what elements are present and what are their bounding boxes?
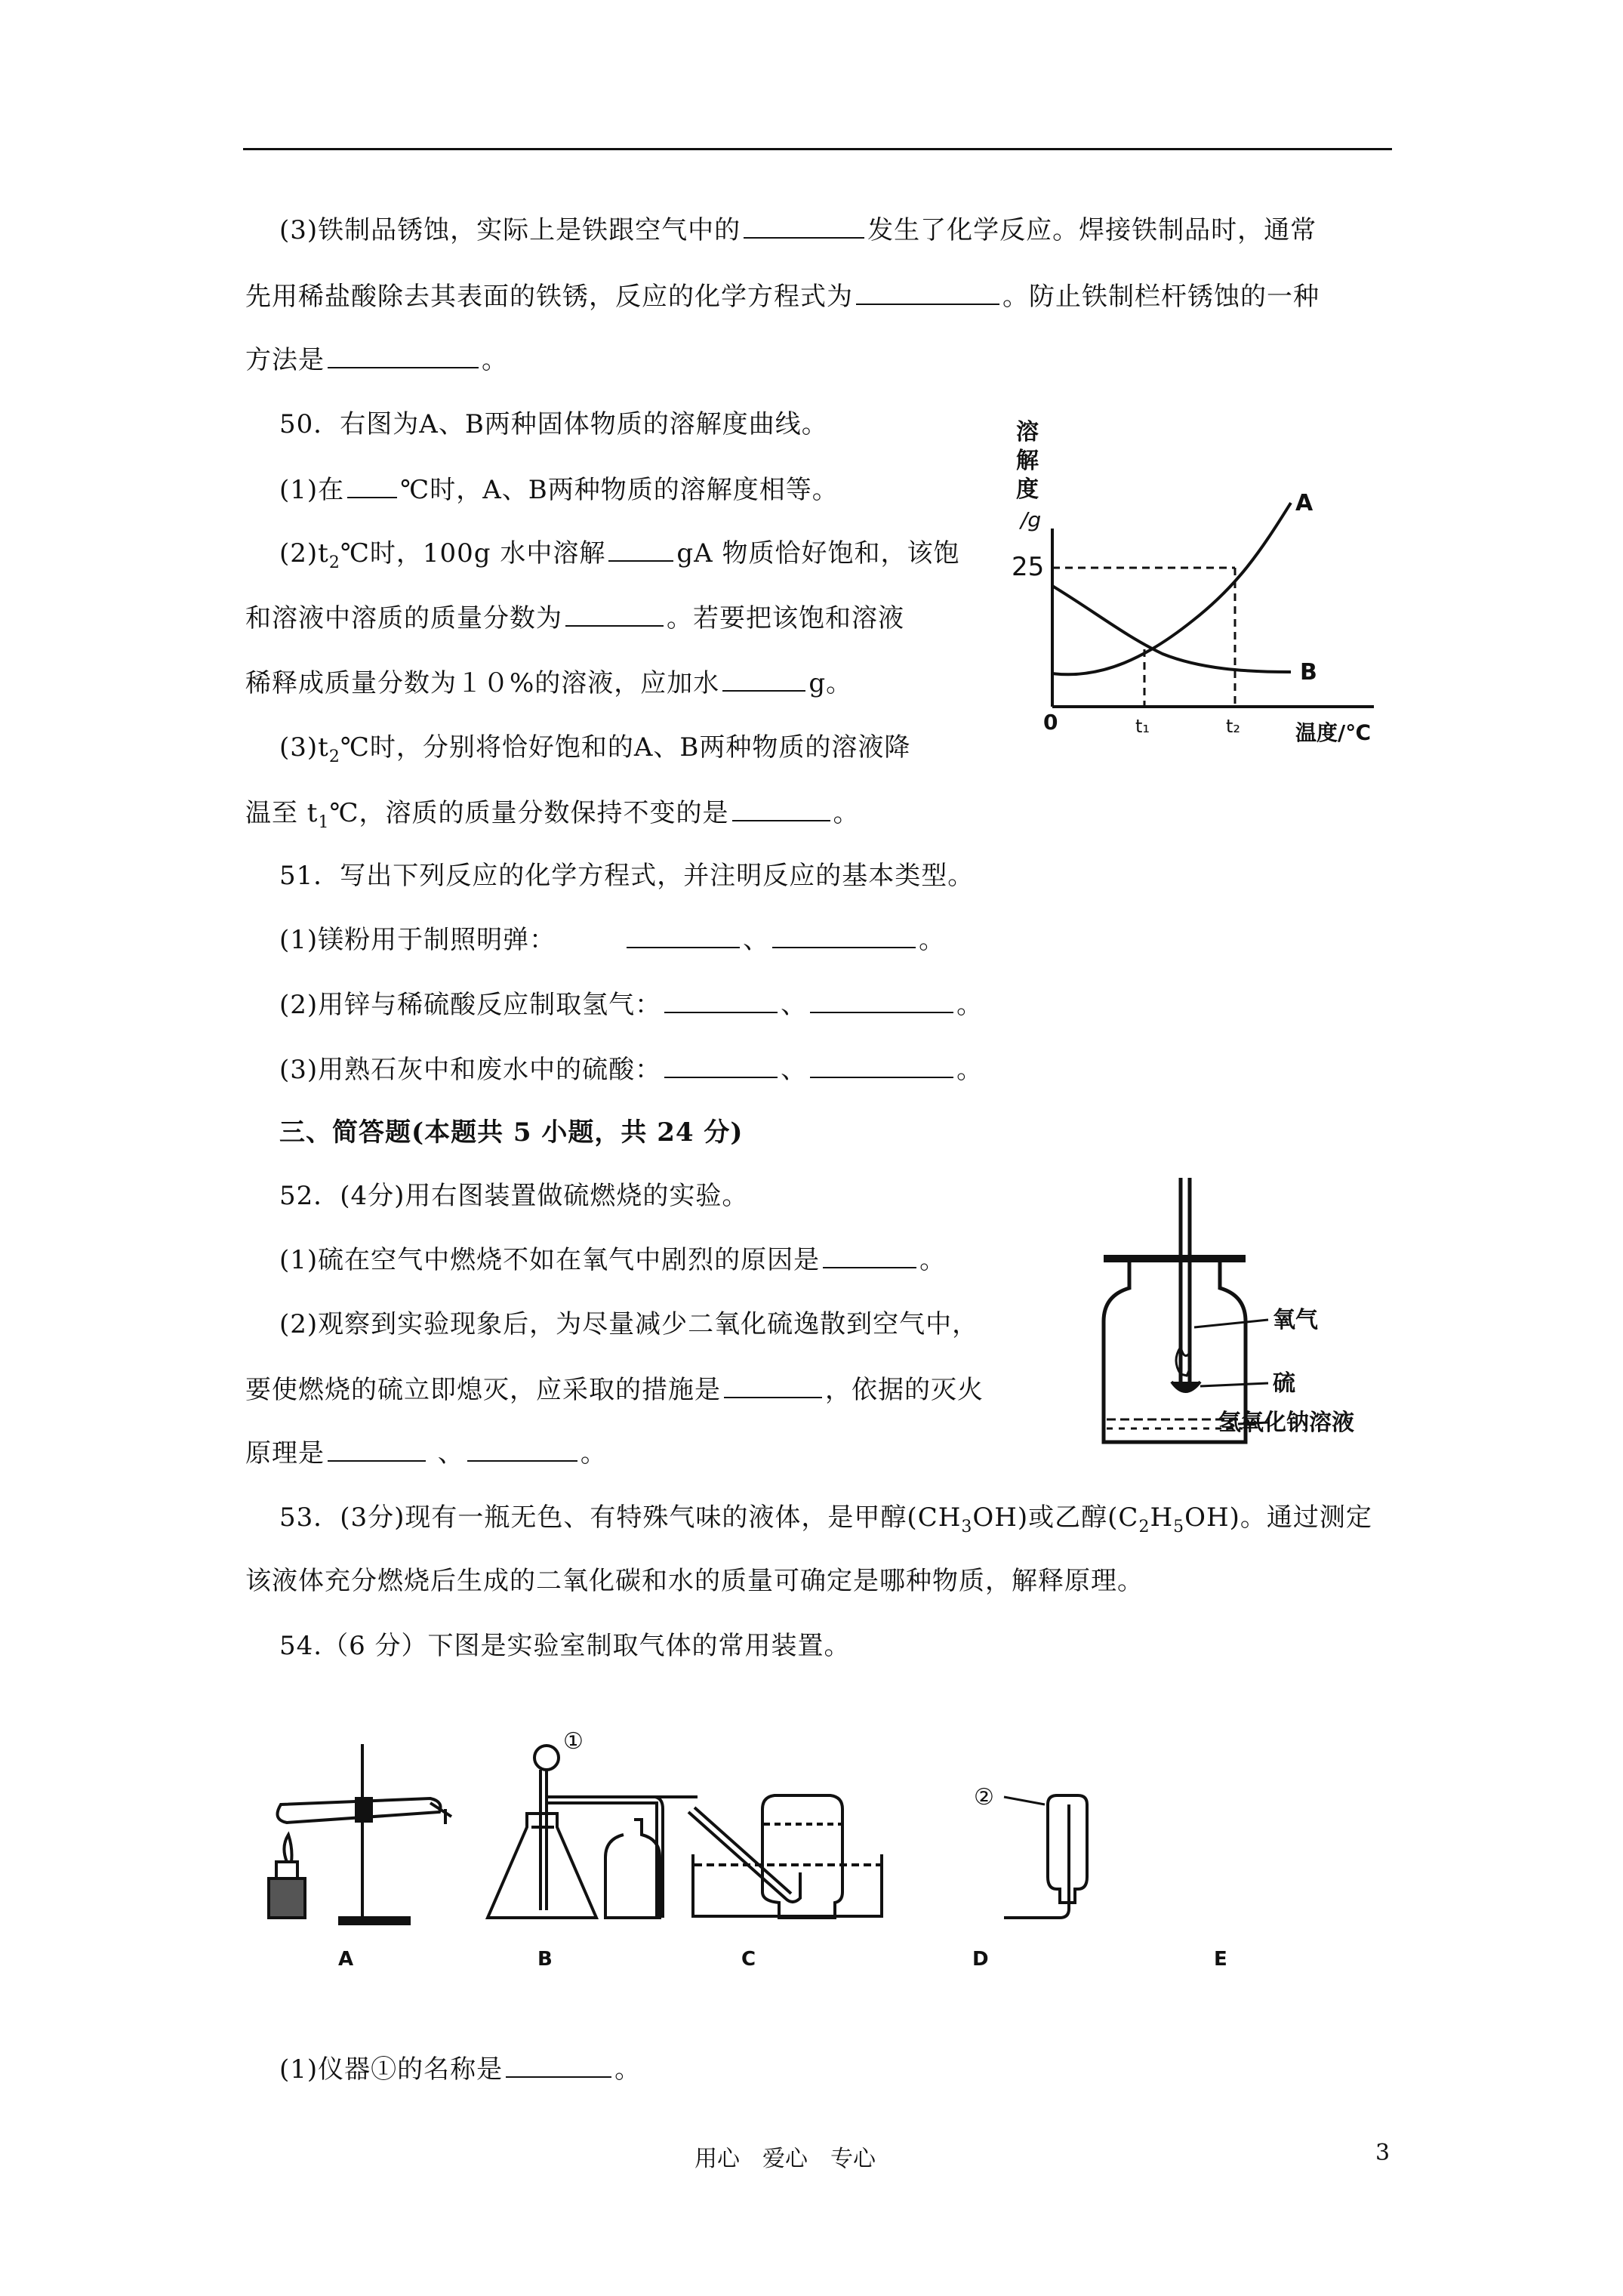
sulfur-label: 硫 [1273, 1370, 1295, 1397]
y-label-char: 溶 [1016, 419, 1039, 445]
answer-blank[interactable] [664, 1052, 778, 1078]
q53-line2: 该液体充分燃烧后生成的二氧化碳和水的质量可确定是哪种物质，解释原理。 [245, 1566, 1144, 1596]
answer-blank[interactable] [627, 923, 740, 948]
y-tick-25: 25 [1012, 552, 1045, 582]
answer-blank[interactable] [722, 666, 805, 692]
answer-blank[interactable] [810, 1052, 953, 1078]
q50-part2-cont: 和溶液中溶质的质量分数为 。若要把该饱和溶液 [245, 601, 904, 635]
answer-blank[interactable] [724, 1373, 822, 1398]
q52-part1: (1)硫在空气中燃烧不如在氧气中剧烈的原因是 。 [279, 1243, 946, 1277]
q54-part1: (1)仪器①的名称是 。 [279, 2052, 641, 2086]
oxygen-label: 氧气 [1273, 1307, 1318, 1333]
apparatus-d [688, 1780, 882, 1918]
q50-part2: $(2)t_2℃$时，100g 水中溶解 gA 物质恰好饱和，该饱 [279, 536, 959, 580]
apparatus-c [590, 1797, 698, 1918]
leader-line [1200, 1383, 1268, 1386]
answer-blank[interactable] [823, 1243, 916, 1268]
q50-part3-cont: 温至 $t_1℃$，溶质的质量分数保持不变的是 。 [245, 796, 860, 840]
answer-blank[interactable] [856, 279, 999, 305]
q51-item1: (1)镁粉用于制照明弹： 、 。 [279, 923, 945, 957]
solubility-graph [1004, 408, 1397, 763]
header-rule [243, 148, 1392, 150]
section-3-heading: 三、简答题(本题共 5 小题，共 24 分) [279, 1117, 744, 1148]
leader-line [1194, 1320, 1268, 1327]
answer-blank[interactable] [565, 601, 664, 627]
sulfur-combustion-apparatus [1087, 1163, 1404, 1457]
caption-e: E [1214, 1948, 1227, 1971]
q50-part2-dilute: 稀释成质量分数为１０%的溶液，应加水 g。 [245, 666, 852, 700]
answer-blank[interactable] [608, 536, 673, 562]
q51-item3: (3)用熟石灰中和废水中的硫酸： 、 。 [279, 1052, 983, 1086]
curve-b [1052, 586, 1291, 672]
footer-motto: 用心 爱心 专心 [694, 2146, 876, 2172]
lab-apparatus-figure [242, 1714, 1313, 1940]
answer-blank[interactable] [732, 796, 830, 821]
answer-blank[interactable] [664, 988, 778, 1013]
q52-part2-principle: 原理是 、 。 [245, 1436, 607, 1470]
naoh-label: 氢氧化钠溶液 [1218, 1410, 1354, 1436]
q52-stem: 52．(4分)用右图装置做硫燃烧的实验。 [279, 1181, 749, 1211]
y-unit: /g [1021, 507, 1042, 532]
t1-label: t₁ [1135, 716, 1150, 737]
y-label-char: 解 [1016, 448, 1039, 474]
q51-item2: (2)用锌与稀硫酸反应制取氢气： 、 。 [279, 988, 983, 1022]
q53-line1: 53．(3分)现有一瓶无色、有特殊气味的液体，是甲醇$(CH_3OH)$或乙醇$(C_2H_5OH)$。通过测定 [279, 1502, 1372, 1536]
caption-b: B [537, 1948, 553, 1971]
q52-part2: (2)观察到实验现象后，为尽量减少二氧化硫逸散到空气中， [279, 1309, 979, 1339]
q52-part2-cont: 要使燃烧的硫立即熄灭，应采取的措施是 ，依据的灭火 [245, 1373, 984, 1407]
answer-blank[interactable] [506, 2052, 611, 2078]
answer-blank[interactable] [328, 343, 479, 368]
deflagrating-spoon [1172, 1382, 1200, 1391]
caption-d: D [972, 1948, 989, 1971]
apparatus-b [488, 1746, 601, 1918]
caption-c: C [741, 1948, 756, 1971]
answer-blank[interactable] [772, 923, 916, 948]
curve-a-label: A [1295, 490, 1313, 516]
x-label: 温度/℃ [1295, 720, 1372, 745]
curve-b-label: B [1300, 659, 1317, 686]
answer-blank[interactable] [810, 988, 953, 1013]
page-number: 3 [1375, 2140, 1390, 2166]
curve-a [1052, 503, 1291, 674]
y-label-char: 度 [1016, 476, 1039, 503]
q51-stem: 51．写出下列反应的化学方程式，并注明反应的基本类型。 [279, 861, 975, 891]
marker-1: ① [563, 1728, 584, 1755]
answer-blank[interactable] [744, 213, 864, 239]
q49-line2: 先用稀盐酸除去其表面的铁锈，反应的化学方程式为 。防止铁制栏杆锈蚀的一种 [245, 279, 1320, 313]
q54-stem: 54.（6 分）下图是实验室制取气体的常用装置。 [279, 1631, 851, 1661]
answer-blank[interactable] [347, 473, 397, 498]
t2-label: t₂ [1226, 716, 1241, 737]
q49-line3: 方法是 。 [245, 343, 508, 377]
bottle-lid [1104, 1255, 1246, 1262]
answer-blank[interactable] [467, 1436, 577, 1462]
apparatus-a [269, 1744, 451, 1924]
q50-stem: 50．右图为A、B两种固体物质的溶解度曲线。 [279, 409, 828, 439]
caption-a: A [338, 1948, 354, 1971]
q50-part1: (1)在 ℃时，A、B两种物质的溶解度相等。 [279, 473, 839, 507]
origin-label: 0 [1043, 710, 1058, 735]
answer-blank[interactable] [328, 1436, 426, 1462]
apparatus-e [1004, 1795, 1087, 1918]
q49-line1: (3)铁制品锈蚀，实际上是铁跟空气中的 发生了化学反应。焊接铁制品时，通常 [279, 213, 1317, 247]
q50-part3: $(3)t_2℃$时，分别将恰好饱和的A、B两种物质的溶液降 [279, 732, 911, 766]
marker-2: ② [974, 1784, 994, 1811]
